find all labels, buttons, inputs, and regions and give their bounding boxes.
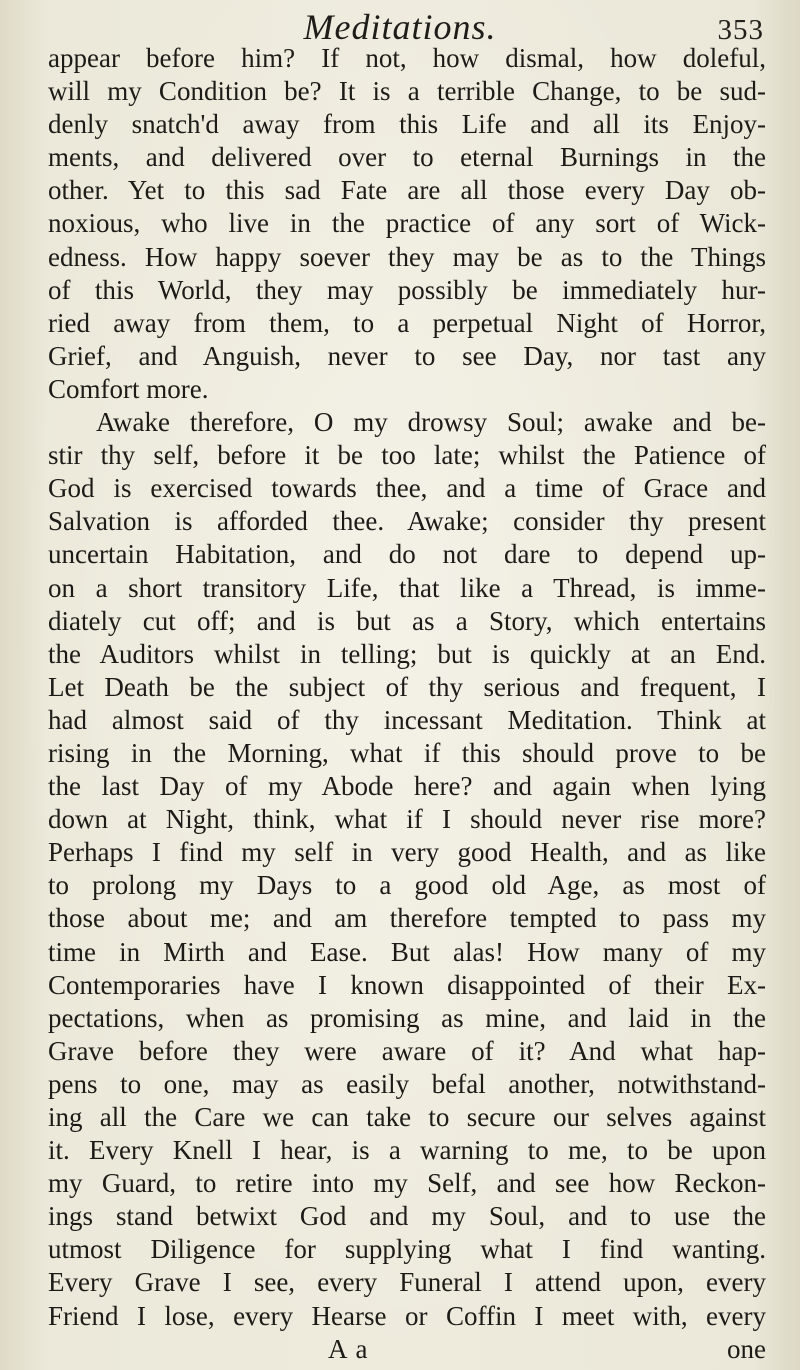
text-line: it. Every Knell I hear, is a warning to me, to be upon: [48, 1135, 766, 1166]
text-line: stir thy self, before it be too late; whilst the Patience of: [48, 440, 766, 471]
text-line: Every Grave I see, every Funeral I attend upon, every: [48, 1267, 766, 1298]
text-line: Grief, and Anguish, never to see Day, nor tast any: [48, 340, 766, 371]
signature-mark: Aa: [328, 1334, 376, 1364]
text-line: diately cut off; and is but as a Story, which entertains: [48, 605, 766, 636]
text-line: on a short transitory Life, that like a Thread, is imme-: [48, 572, 766, 603]
text-line: pectations, when as promising as mine, and laid in the: [48, 1002, 766, 1033]
text-line: noxious, who live in the practice of any sort of Wick-: [48, 208, 766, 239]
text-line: Contemporaries have I known disappointed of their Ex-: [48, 969, 766, 1000]
text-line: appear before him? If not, how dismal, how doleful,: [48, 43, 766, 73]
text-line: ried away from them, to a perpetual Night of Horror,: [48, 307, 766, 338]
text-line: the last Day of my Abode here? and again when lying: [48, 771, 766, 802]
text-line: my Guard, to retire into my Self, and see how Reckon-: [48, 1168, 766, 1199]
text-line: Friend I lose, every Hearse or Coffin I meet with, every: [48, 1300, 766, 1331]
text-line: had almost said of thy incessant Meditation. Think at: [48, 704, 766, 735]
running-head: Meditations.: [303, 7, 497, 47]
text-line: time in Mirth and Ease. But alas! How many of my: [48, 936, 766, 967]
text-line: Grave before they were aware of it? And what hap-: [48, 1035, 766, 1066]
text-line: pens to one, may as easily befal another, notwithstand-: [48, 1068, 766, 1099]
text-line: ments, and delivered over to eternal Burnings in the: [48, 142, 766, 173]
page-number: 353: [717, 14, 764, 46]
text-line: down at Night, think, what if I should never rise more?: [48, 804, 766, 835]
text-line: Salvation is afforded thee. Awake; consider thy present: [48, 506, 766, 537]
text-line: Comfort more.: [48, 373, 209, 404]
text-line: ings stand betwixt God and my Soul, and to use the: [48, 1201, 766, 1232]
text-line: rising in the Morning, what if this should prove to be: [48, 737, 766, 768]
text-line: uncertain Habitation, and do not dare to depend up-: [48, 539, 766, 570]
text-line: denly snatch'd away from this Life and all its Enjoy-: [48, 109, 766, 140]
text-line: will my Condition be? It is a terrible Change, to be sud-: [48, 76, 766, 107]
text-line: God is exercised towards thee, and a time of Grace and: [48, 473, 766, 504]
page-footer: [48, 1334, 766, 1366]
text-line: of this World, they may possibly be immediately hur-: [48, 274, 766, 305]
text-line: to prolong my Days to a good old Age, as most of: [48, 870, 766, 901]
text-line: Let Death be the subject of thy serious and frequent, I: [48, 671, 766, 702]
text-line: other. Yet to this sad Fate are all those every Day ob-: [48, 175, 766, 206]
text-line: those about me; and am therefore tempted to pass my: [48, 903, 766, 934]
text-line: Awake therefore, O my drowsy Soul; awake and be-: [96, 407, 766, 438]
text-line: Perhaps I find my self in very good Health, and as like: [48, 837, 766, 868]
text-line: ing all the Care we can take to secure our selves against: [48, 1102, 766, 1132]
text-line: utmost Diligence for supplying what I find wanting.: [48, 1234, 766, 1265]
body-text: [48, 42, 766, 1333]
text-line: the Auditors whilst in telling; but is quickly at an End.: [48, 638, 766, 669]
text-line: edness. How happy soever they may be as to the Things: [48, 241, 766, 272]
catchword: one: [727, 1334, 766, 1364]
